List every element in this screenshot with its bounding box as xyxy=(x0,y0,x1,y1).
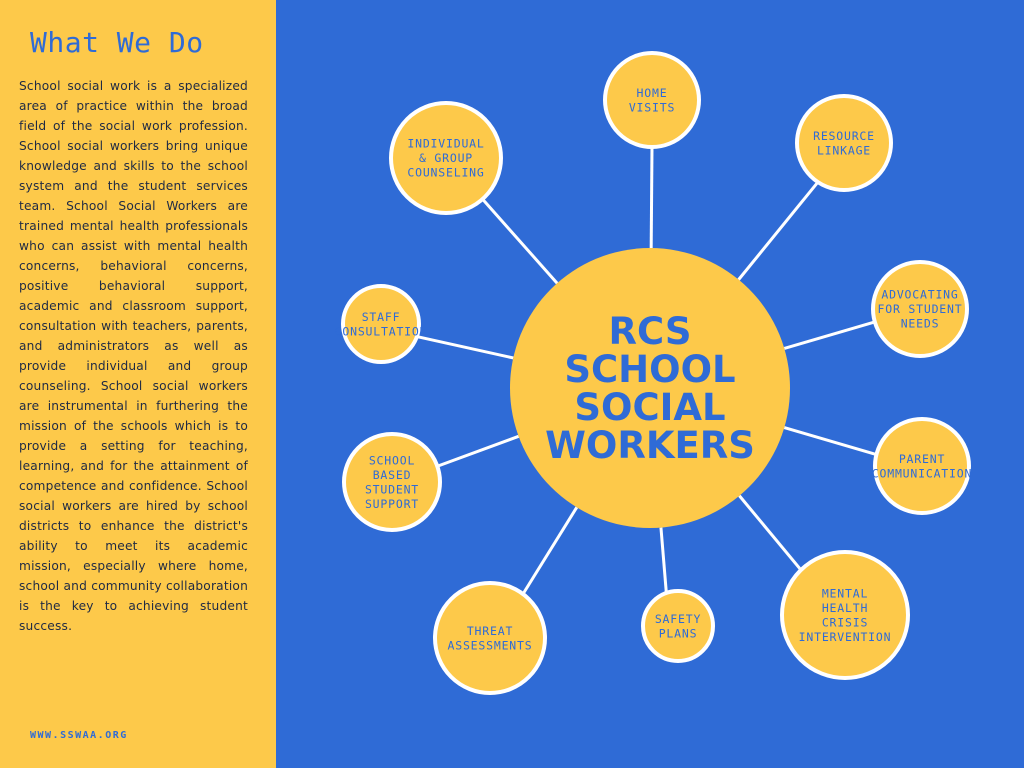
node-home-visits xyxy=(605,53,699,147)
node-label: LINKAGE xyxy=(816,143,872,158)
diagram-canvas xyxy=(276,0,1024,768)
connector-staff-consultation xyxy=(417,337,513,358)
node-label: SUPPORT xyxy=(364,496,420,511)
node-label: INTERVENTION xyxy=(798,629,892,644)
hub-label: SOCIAL xyxy=(574,386,726,429)
node-label: BASED xyxy=(372,467,412,482)
node-label: CONSULTATION xyxy=(334,324,428,339)
node-label: STAFF xyxy=(361,309,401,324)
connector-threat-assessments xyxy=(523,507,577,594)
node-label: SAFETY xyxy=(654,611,702,626)
connector-advocating-for-student-needs xyxy=(784,322,874,349)
node-label: PLANS xyxy=(658,626,698,641)
services-diagram xyxy=(276,0,1024,768)
node-label: FOR STUDENT xyxy=(877,302,963,316)
node-label: PARENT xyxy=(898,451,946,466)
sidebar-description: School social work is a specialized area of practice within the broad field of the social work profession. School social workers bring unique knowledge and skills to the school system and the student services team. School Social Workers are trained mental health professionals who can assist with mental health concerns, behavioral concerns, positive behavioral support, academic and classroom support, consultation with teachers, parents, and administrators as well as provide individual and group counseling. School social workers are instrumental in furthering the mission of the schools which is to provide a setting for teaching, learning, and for the attainment of competence and confidence. School social workers are hired by school districts to enhance the district's ability to meet its academic mission, especially where home, school and community collaboration is the key to achieving student success. xyxy=(19,79,248,633)
node-threat-assessments xyxy=(435,583,545,693)
node-resource-linkage xyxy=(797,96,891,190)
connector-safety-plans xyxy=(661,528,666,593)
node-label: CRISIS xyxy=(821,615,869,630)
node-label: HEALTH xyxy=(821,600,869,615)
node-parent-communication xyxy=(872,419,972,513)
node-safety-plans xyxy=(643,591,713,661)
node-staff-consultation xyxy=(335,286,428,362)
connector-resource-linkage xyxy=(739,182,818,280)
node-label: VISITS xyxy=(628,100,676,115)
node-label: ASSESSMENTS xyxy=(447,638,533,653)
node-label: NEEDS xyxy=(900,316,940,331)
node-mental-health-crisis-intervention xyxy=(782,552,908,678)
website-link[interactable]: WWW.SSWAA.ORG xyxy=(30,730,128,741)
node-label: MENTAL xyxy=(821,586,869,601)
node-label: SCHOOL xyxy=(368,453,416,468)
node-label: ADVOCATING xyxy=(881,287,959,302)
node-individual-group-counseling xyxy=(391,103,501,213)
node-label: INDIVIDUAL xyxy=(407,136,485,151)
node-label: HOME xyxy=(636,85,668,100)
node-label: COUNSELING xyxy=(407,165,485,180)
connector-school-based-student-support xyxy=(437,436,518,466)
node-label: RESOURCE xyxy=(813,128,875,143)
hub-label: SCHOOL xyxy=(564,348,736,391)
sidebar-title: What We Do xyxy=(30,26,204,59)
connector-home-visits xyxy=(651,147,652,248)
node-advocating-for-student-needs xyxy=(873,262,967,356)
node-school-based-student-support xyxy=(344,434,440,530)
connector-parent-communication xyxy=(784,428,876,455)
sidebar-panel xyxy=(0,0,276,768)
hub-label: WORKERS xyxy=(545,424,755,467)
hub-node xyxy=(510,248,790,528)
node-label: STUDENT xyxy=(364,482,420,497)
connector-mental-health-crisis-intervention xyxy=(739,496,801,570)
node-label: THREAT xyxy=(466,623,514,638)
hub-label: RCS xyxy=(608,310,692,353)
node-label: COMMUNICATION xyxy=(871,466,973,481)
node-label: & GROUP xyxy=(418,151,474,165)
connector-individual-group-counseling xyxy=(483,199,558,283)
